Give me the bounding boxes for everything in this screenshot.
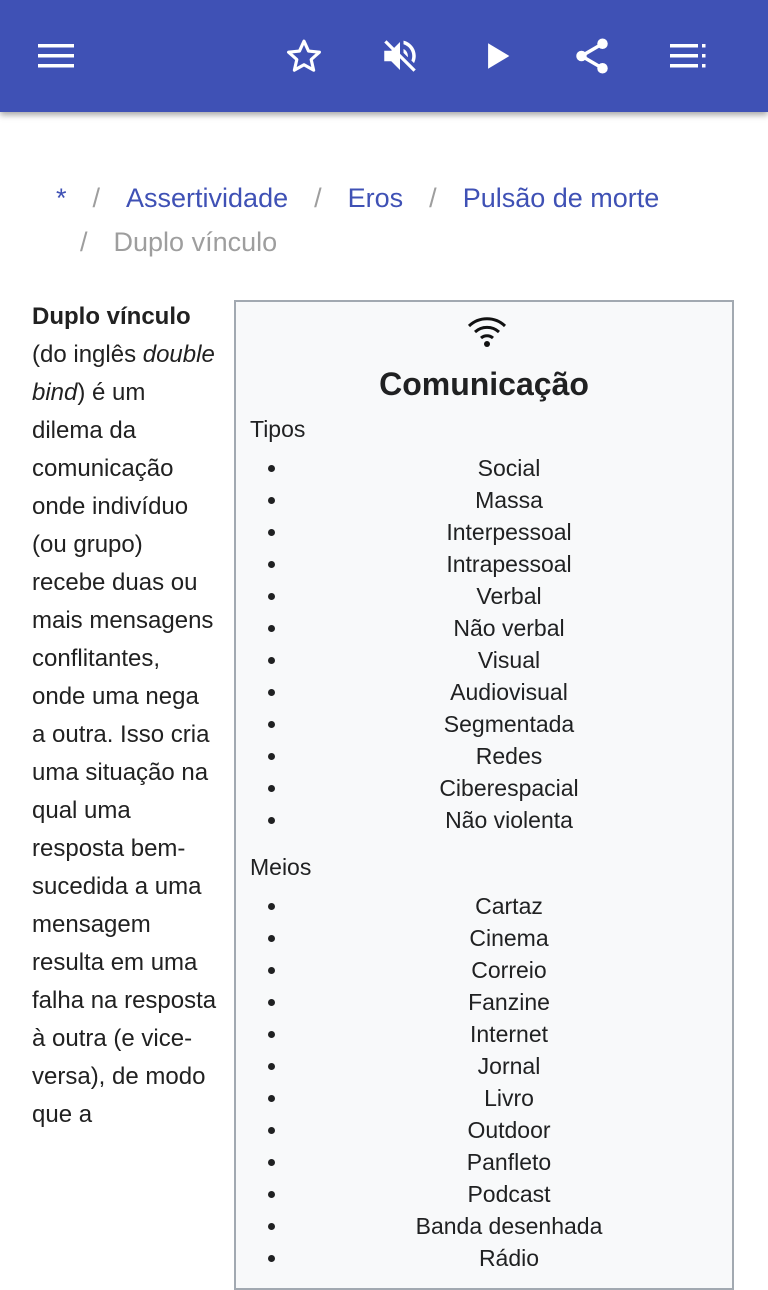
list-item-label: Visual [477, 647, 541, 673]
breadcrumb-current: Duplo vínculo [113, 227, 278, 257]
list-item-label: Audiovisual [450, 679, 568, 705]
share-icon [571, 35, 613, 77]
list-item-label: Ciberespacial [439, 775, 579, 801]
list-item[interactable] [236, 1018, 732, 1050]
bullet-icon [268, 967, 275, 974]
bullet-icon [268, 1031, 275, 1038]
meios-list [236, 890, 732, 1274]
wifi-icon [466, 314, 508, 348]
list-item[interactable] [236, 708, 732, 740]
article-text [32, 298, 218, 1134]
list-item-label: Panfleto [466, 1149, 552, 1175]
list-item-label: Banda desenhada [415, 1213, 603, 1239]
list-item-label: Segmentada [443, 711, 575, 737]
breadcrumb-separator: / [314, 183, 322, 213]
list-item[interactable] [236, 772, 732, 804]
bullet-icon [268, 529, 275, 536]
bullet-icon [268, 721, 275, 728]
article-intro-a: (do inglês [32, 341, 143, 368]
share-button[interactable] [560, 24, 624, 88]
breadcrumb [56, 176, 746, 264]
list-item[interactable] [236, 1242, 732, 1274]
list-item-label: Jornal [477, 1053, 541, 1079]
list-item-label: Rádio [478, 1245, 540, 1271]
contents-button[interactable] [656, 24, 720, 88]
article-intro-b: ) é um dilema da comunicação onde indivíduo (ou grupo) recebe duas ou mais mensagens conflitantes, onde uma nega a outra. Isso cria uma situação na qual uma resposta bem-sucedida a uma mensagem resulta em uma falha na resposta à outra (e vice-versa), de modo que a [32, 379, 217, 1128]
section-label-meios: Meios [250, 854, 312, 880]
breadcrumb-eros[interactable]: Eros [347, 183, 404, 213]
bullet-icon [268, 785, 275, 792]
menu-button[interactable] [24, 24, 88, 88]
bullet-icon [268, 561, 275, 568]
list-item-label: Verbal [476, 583, 542, 609]
list-item[interactable] [236, 1178, 732, 1210]
infobox-title: Comunicação [379, 366, 589, 402]
list-item-label: Cinema [469, 925, 549, 951]
star-icon [283, 35, 325, 77]
list-item[interactable] [236, 1146, 732, 1178]
article-term: Duplo vínculo [32, 303, 191, 330]
list-item[interactable] [236, 986, 732, 1018]
list-item[interactable] [236, 612, 732, 644]
bullet-icon [268, 1223, 275, 1230]
breadcrumb-separator: / [80, 227, 88, 257]
bullet-icon [268, 625, 275, 632]
list-item[interactable] [236, 1210, 732, 1242]
list-item[interactable] [236, 484, 732, 516]
bullet-icon [268, 1255, 275, 1262]
menu-icon [36, 41, 76, 71]
list-item-label: Cartaz [475, 893, 543, 919]
bullet-icon [268, 935, 275, 942]
list-item-label: Interpessoal [446, 519, 572, 545]
list-item-label: Internet [470, 1021, 548, 1047]
list-item-label: Social [477, 455, 541, 481]
bullet-icon [268, 1063, 275, 1070]
list-item[interactable] [236, 922, 732, 954]
list-item-label: Intrapessoal [446, 551, 572, 577]
play-button[interactable] [466, 24, 530, 88]
play-icon [481, 39, 515, 73]
list-item[interactable] [236, 516, 732, 548]
list-item-label: Fanzine [468, 989, 550, 1015]
bullet-icon [268, 465, 275, 472]
bullet-icon [268, 497, 275, 504]
list-icon [668, 41, 708, 71]
list-item-label: Não violenta [445, 807, 573, 833]
list-item[interactable] [236, 954, 732, 986]
mute-button[interactable] [368, 24, 432, 88]
list-item-label: Redes [475, 743, 543, 769]
mute-icon [379, 35, 421, 77]
list-item[interactable] [236, 1050, 732, 1082]
list-item[interactable] [236, 1082, 732, 1114]
list-item-label: Correio [471, 957, 547, 983]
list-item-label: Outdoor [467, 1117, 551, 1143]
list-item-label: Não verbal [453, 615, 565, 641]
bullet-icon [268, 999, 275, 1006]
list-item-label: Livro [484, 1085, 534, 1111]
bullet-icon [268, 753, 275, 760]
list-item[interactable] [236, 676, 732, 708]
bullet-icon [268, 1159, 275, 1166]
bullet-icon [268, 593, 275, 600]
list-item[interactable] [236, 1114, 732, 1146]
list-item[interactable] [236, 452, 732, 484]
infobox [234, 300, 734, 1290]
list-item[interactable] [236, 804, 732, 836]
bullet-icon [268, 1095, 275, 1102]
bullet-icon [268, 689, 275, 696]
bullet-icon [268, 657, 275, 664]
breadcrumb-home[interactable]: * [56, 183, 67, 213]
list-item[interactable] [236, 890, 732, 922]
breadcrumb-pulsao-de-morte[interactable]: Pulsão de morte [462, 183, 660, 213]
tipos-list [236, 452, 732, 836]
article-term-english: double bind [32, 341, 215, 406]
list-item-label: Massa [475, 487, 543, 513]
breadcrumb-separator: / [429, 183, 437, 213]
list-item[interactable] [236, 548, 732, 580]
breadcrumb-assertividade[interactable]: Assertividade [126, 183, 289, 213]
app-toolbar [0, 0, 768, 112]
bullet-icon [268, 1191, 275, 1198]
section-label-tipos: Tipos [250, 416, 306, 442]
list-item[interactable] [236, 644, 732, 676]
bullet-icon [268, 903, 275, 910]
bullet-icon [268, 817, 275, 824]
breadcrumb-separator: / [92, 183, 101, 213]
bullet-icon [268, 1127, 275, 1134]
list-item-label: Podcast [467, 1181, 551, 1207]
list-item[interactable] [236, 580, 732, 612]
list-item[interactable] [236, 740, 732, 772]
favorite-button[interactable] [272, 24, 336, 88]
